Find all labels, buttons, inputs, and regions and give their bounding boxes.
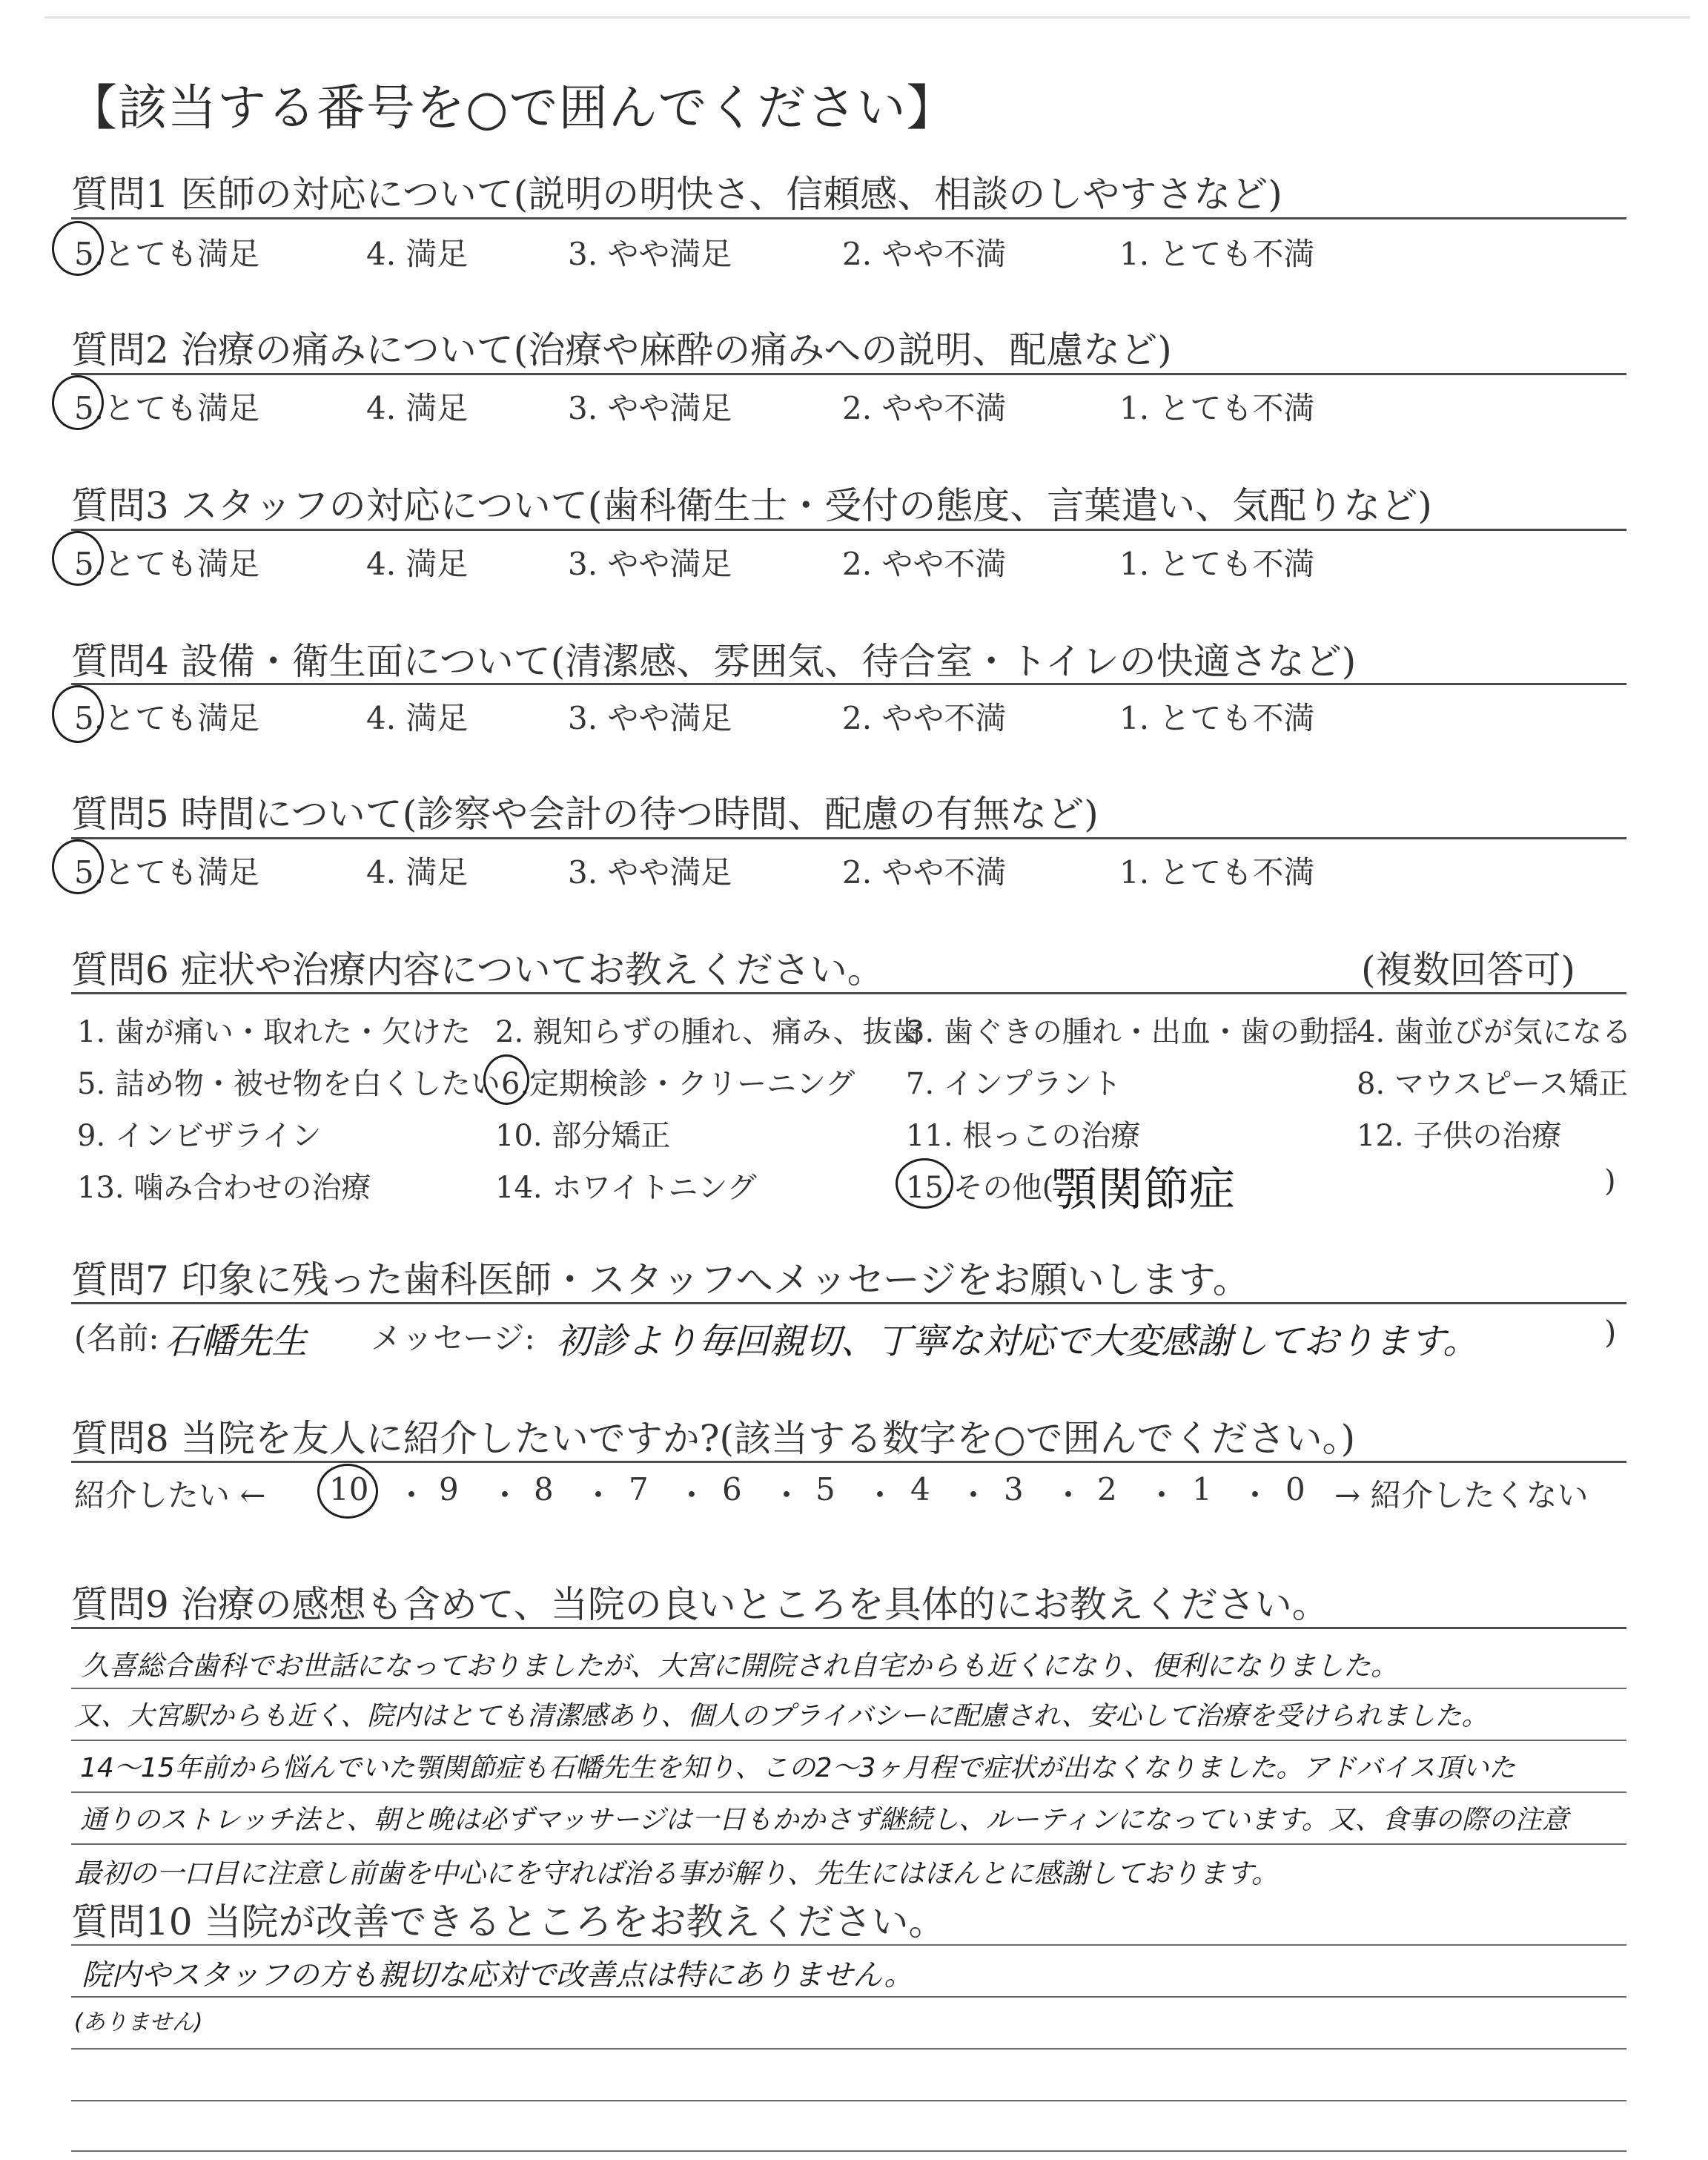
scale-0[interactable]: 0 <box>1285 1471 1305 1507</box>
option-5[interactable]: 5.とても満足 <box>74 546 260 582</box>
answer-rule <box>71 1996 1626 1998</box>
scale-10[interactable]: 10 <box>329 1471 369 1507</box>
option-1[interactable]: 1. とても不満 <box>1119 854 1315 891</box>
scale-7[interactable]: 7 <box>629 1471 649 1507</box>
scale-2[interactable]: 2 <box>1097 1471 1117 1507</box>
divider <box>71 529 1626 531</box>
divider <box>71 837 1626 839</box>
option-3[interactable]: 3. やや満足 <box>568 390 732 426</box>
scale-3[interactable]: 3 <box>1004 1471 1024 1507</box>
scale-9[interactable]: 9 <box>439 1471 459 1507</box>
selection-circle <box>317 1464 378 1519</box>
answer-rule <box>71 2100 1626 2101</box>
divider <box>71 1302 1626 1304</box>
question-title: 質問3 スタッフの対応について(歯科衛生士・受付の態度、言葉遣い、気配りなど) <box>71 484 1432 527</box>
symptom-option[interactable]: 12. 子供の治療 <box>1357 1119 1562 1153</box>
scale-dot: ・ <box>583 1477 615 1513</box>
option-4[interactable]: 4. 満足 <box>366 236 469 272</box>
question-title: 質問1 医師の対応について(説明の明快さ、信頼感、相談のしやすさなど) <box>71 173 1282 216</box>
option-3[interactable]: 3. やや満足 <box>568 854 732 891</box>
divider <box>71 217 1626 219</box>
option-3[interactable]: 3. やや満足 <box>568 546 732 582</box>
symptom-option[interactable]: 7. インプラント <box>906 1067 1122 1101</box>
question-title: 質問8 当院を友人に紹介したいですか?(該当する数字を○で囲んでください。) <box>71 1417 1356 1460</box>
answer-line: 最初の一口目に注意し前歯を中心にを守れば治る事が解り、先生にはほんとに感謝しております。 <box>74 1857 1280 1889</box>
symptom-option[interactable]: 9. インビザライン <box>77 1119 322 1153</box>
other-close-paren: ) <box>1604 1164 1616 1198</box>
symptom-option[interactable]: 1. 歯が痛い・取れた・欠けた <box>77 1015 471 1049</box>
option-4[interactable]: 4. 満足 <box>366 390 469 426</box>
answer-rule <box>71 2150 1626 2152</box>
scale-dot: ・ <box>864 1477 896 1513</box>
answer-rule <box>71 2048 1626 2050</box>
option-5[interactable]: 5.とても満足 <box>74 854 260 891</box>
message-handwritten: 初診より毎回親切、丁寧な対応で大変感謝しております。 <box>556 1321 1479 1362</box>
symptom-option[interactable]: 13. 噛み合わせの治療 <box>77 1171 371 1205</box>
selection-circle <box>52 531 104 586</box>
symptom-option[interactable]: 4. 歯並びが気になる <box>1357 1015 1632 1049</box>
answer-rule <box>71 1843 1626 1845</box>
multiple-answers-note: (複数回答可) <box>1361 948 1576 991</box>
recommend-right-label: → 紹介したくない <box>1334 1477 1589 1513</box>
scale-6[interactable]: 6 <box>722 1471 742 1507</box>
answer-line: 院内やスタッフの方も親切な応対で改善点は特にありません。 <box>82 1958 914 1992</box>
question-title: 質問6 症状や治療内容についてお教えください。 <box>71 948 884 991</box>
scale-dot: ・ <box>489 1477 521 1513</box>
other-handwritten: 顎関節症 <box>1051 1162 1236 1216</box>
answer-line: (ありません) <box>74 2009 203 2035</box>
option-2[interactable]: 2. やや不満 <box>842 546 1007 582</box>
option-4[interactable]: 4. 満足 <box>366 854 469 891</box>
option-1[interactable]: 1. とても不満 <box>1119 700 1315 736</box>
scale-8[interactable]: 8 <box>534 1471 554 1507</box>
name-label: (名前: <box>74 1320 159 1356</box>
name-handwritten: 石幡先生 <box>165 1321 308 1362</box>
scale-dot: ・ <box>1053 1477 1085 1513</box>
option-2[interactable]: 2. やや不満 <box>842 390 1007 426</box>
symptom-option[interactable]: 8. マウスピース矯正 <box>1357 1067 1629 1101</box>
option-5[interactable]: 5.とても満足 <box>74 390 260 426</box>
option-2[interactable]: 2. やや不満 <box>842 854 1007 891</box>
symptom-option[interactable]: 6.定期検診・クリーニング <box>501 1067 855 1101</box>
question-title: 質問4 設備・衛生面について(清潔感、雰囲気、待合室・トイレの快適さなど) <box>71 640 1357 683</box>
scale-5[interactable]: 5 <box>815 1471 835 1507</box>
symptom-option-other[interactable]: 15.その他( <box>906 1171 1054 1205</box>
question-title: 質問5 時間について(診察や会計の待つ時間、配慮の有無など) <box>71 793 1099 836</box>
divider <box>71 1461 1626 1463</box>
scale-dot: ・ <box>771 1477 803 1513</box>
option-4[interactable]: 4. 満足 <box>366 546 469 582</box>
selection-circle <box>896 1158 953 1209</box>
option-5[interactable]: 5.とても満足 <box>74 700 260 736</box>
question-title: 質問2 治療の痛みについて(治療や麻酔の痛みへの説明、配慮など) <box>71 328 1172 371</box>
option-2[interactable]: 2. やや不満 <box>842 700 1007 736</box>
selection-circle <box>52 839 104 894</box>
question-title: 質問9 治療の感想も含めて、当院の良いところを具体的にお教えください。 <box>71 1583 1329 1626</box>
option-2[interactable]: 2. やや不満 <box>842 236 1007 272</box>
scale-dot: ・ <box>1146 1477 1178 1513</box>
symptom-option[interactable]: 3. 歯ぐきの腫れ・出血・歯の動揺 <box>906 1015 1359 1049</box>
question-title: 質問7 印象に残った歯科医師・スタッフへメッセージをお願いします。 <box>71 1258 1250 1301</box>
answer-line: 通りのストレッチ法と、朝と晩は必ずマッサージは一日もかかさず継続し、ルーティンになっています。又、食事の際の注意 <box>80 1805 1569 1835</box>
symptom-option[interactable]: 2. 親知らずの腫れ、痛み、抜歯 <box>495 1015 922 1049</box>
selection-circle <box>52 685 104 743</box>
option-1[interactable]: 1. とても不満 <box>1119 390 1315 426</box>
option-1[interactable]: 1. とても不満 <box>1119 236 1315 272</box>
answer-rule <box>71 1791 1626 1793</box>
symptom-option[interactable]: 14. ホワイトニング <box>495 1171 757 1205</box>
divider <box>71 992 1626 994</box>
selection-circle <box>52 221 104 276</box>
option-3[interactable]: 3. やや満足 <box>568 700 732 736</box>
scale-dot: ・ <box>958 1477 990 1513</box>
question-title: 質問10 当院が改善できるところをお教えください。 <box>71 1900 946 1943</box>
scale-1[interactable]: 1 <box>1192 1471 1212 1507</box>
option-1[interactable]: 1. とても不満 <box>1119 546 1315 582</box>
divider <box>71 683 1626 685</box>
answer-line: 14〜15年前から悩んでいた顎関節症も石幡先生を知り、この2〜3ヶ月程で症状が出なくなりました。アドバイス頂いた <box>80 1753 1516 1783</box>
divider <box>71 1627 1626 1629</box>
scale-dot: ・ <box>1239 1477 1271 1513</box>
option-4[interactable]: 4. 満足 <box>366 700 469 736</box>
answer-rule <box>71 1944 1626 1946</box>
scale-4[interactable]: 4 <box>910 1471 930 1507</box>
message-close-paren: ) <box>1604 1314 1617 1350</box>
selection-circle <box>483 1054 529 1105</box>
selection-circle <box>52 375 104 430</box>
answer-rule <box>71 1740 1626 1741</box>
answer-line: 又、大宮駅からも近く、院内はとても清潔感あり、個人のプライバシーに配慮され、安心して治療を受けられました。 <box>74 1701 1489 1731</box>
form-header: 【該当する番号を○で囲んでください】 <box>68 79 956 136</box>
answer-line: 久喜総合歯科でお世話になっておりましたが、大宮に開院され自宅からも近くになり、便利になりました。 <box>82 1650 1398 1682</box>
recommend-left-label: 紹介したい ← <box>74 1477 266 1513</box>
symptom-option[interactable]: 5. 詰め物・被せ物を白くしたい <box>77 1067 500 1101</box>
symptom-option[interactable]: 10. 部分矯正 <box>495 1119 671 1153</box>
divider <box>71 373 1626 375</box>
top-edge-rule <box>44 16 1690 19</box>
option-3[interactable]: 3. やや満足 <box>568 236 732 272</box>
option-5[interactable]: 5.とても満足 <box>74 236 260 272</box>
message-label: メッセージ: <box>371 1320 535 1356</box>
scale-dot: ・ <box>676 1477 708 1513</box>
scale-dot: ・ <box>396 1477 428 1513</box>
answer-rule <box>71 1688 1626 1689</box>
symptom-option[interactable]: 11. 根っこの治療 <box>906 1119 1141 1153</box>
